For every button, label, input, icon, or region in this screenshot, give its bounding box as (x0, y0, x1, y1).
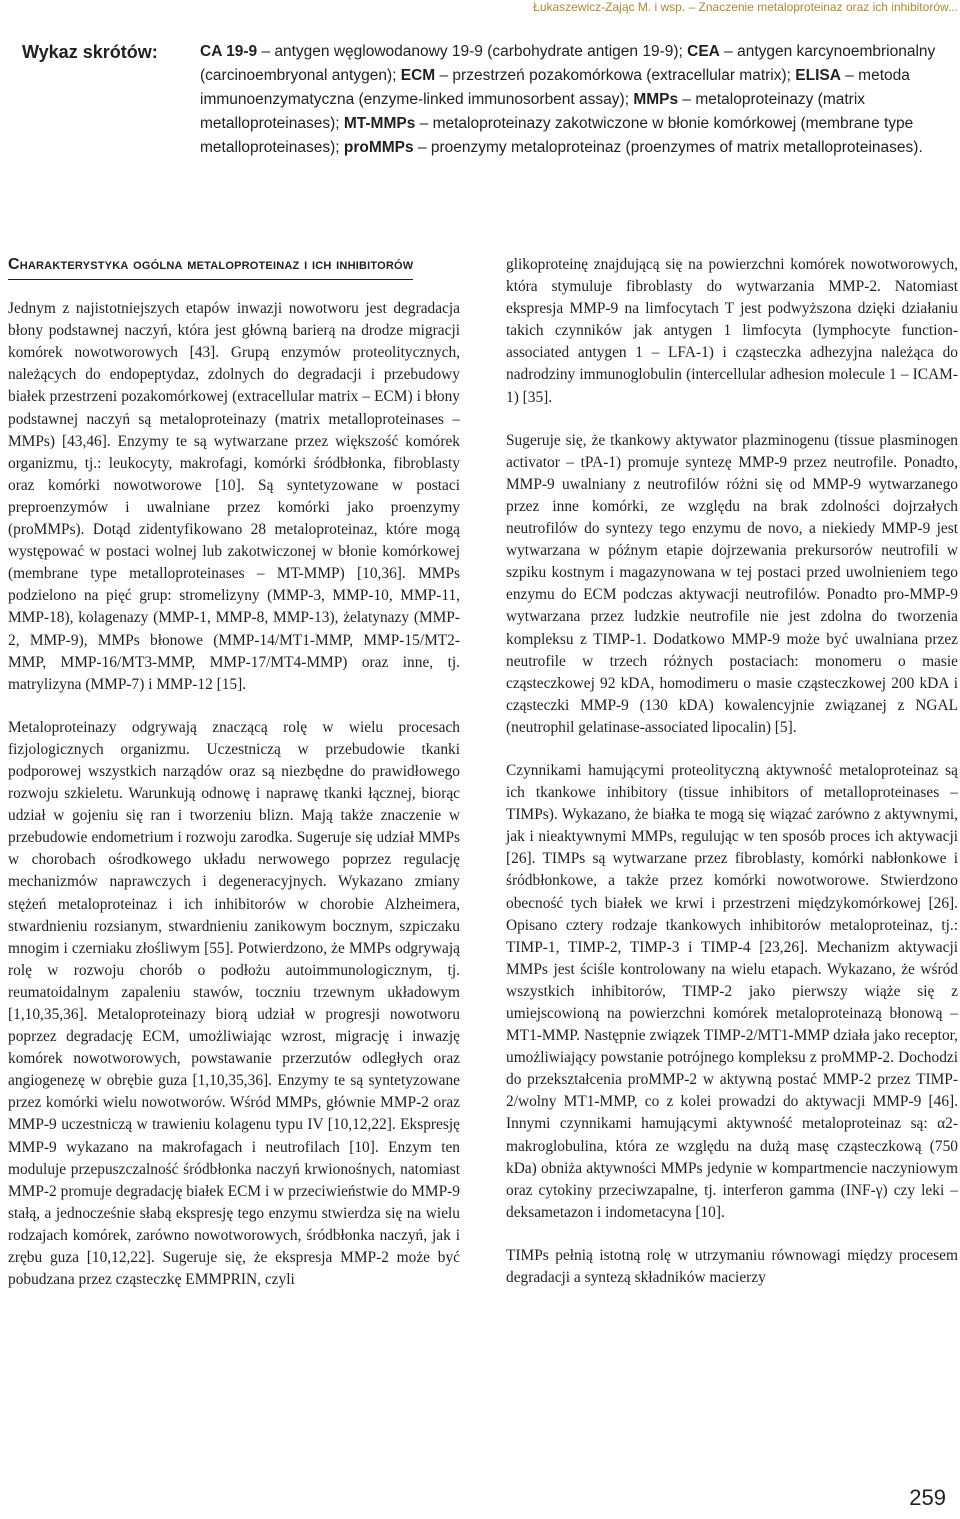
abbr-definition: – antygen karcynoembrionalny (carcinoembryonal antygen); (200, 43, 936, 84)
body-paragraph: Sugeruje się, że tkankowy aktywator plazminogenu (tissue plasminogen activator – tPA-1) promuje syntezę MMP-9 przez neutrofile. Ponadto, MMP-9 uwalniany z neutrofilów różni się od MMP-9 wytwarzanego przez inne komórki, ze względu na brak zdolności dojrzałych neutrofilów do syntezy tego enzymu de novo, a niekiedy MMP-9 jest wytwarzana w późnym etapie dojrzewania prekursorów neutrofili w szpiku kostnym i magazynowana w tej postaci przed uwolnieniem tego enzymu do ECM podczas aktywacji neutrofilów. Ponadto pro-MMP-9 wytwarzana przez ludzkie neutrofile nie jest zdolna do tworzenia kompleksu z TIMP-1. Dodatkowo MMP-9 może być uwalniana przez neutrofile w trzech różnych postaciach: monomeru o masie cząsteczkowej 92 kDA, homodimeru o masie cząsteczkowej 200 kDA i cząsteczki MMP-9 (130 kDA) kowalencyjnie związanej z NGAL (neutrophil gelatinase-associated lipocalin) [5]. (506, 431, 958, 736)
left-column (8, 254, 460, 1312)
abbr-term: CEA (687, 43, 720, 60)
abbreviations-list (200, 40, 958, 160)
abbr-term: MT-MMPs (343, 115, 416, 132)
page-number: 259 (909, 1485, 946, 1510)
body-paragraph: glikoproteinę znajdującą się na powierzchni komórek nowotworowych, która stymuluje fibroblasty do wytwarzania MMP-2. Natomiast ekspresja MMP-9 na limfocytach T jest podwyższona dzięki działaniu takich czynników jak antygen 1 limfocyta (lymphocyte function-associated antygen 1 – LFA-1) i cząsteczka adhezyjna należąca do nadrodziny immunoglobulin (intercellular adhesion molecule 1 – ICAM-1) [35]. (506, 256, 958, 406)
abbr-term: ELISA (795, 67, 841, 84)
abbr-term: CA 19-9 (200, 43, 258, 60)
abbr-definition: – metaloproteinazy zakotwiczone w błonie komórkowej (membrane type metalloproteinases); (200, 115, 914, 156)
body-paragraph: Jednym z najistotniejszych etapów inwazji nowotworu jest degradacja błony podstawnej naczyń, która jest główną barierą na drodze migracji komórek nowotworowych [43]. Grupą enzymów proteolitycznych, należących do endopeptydaz, zdolnych do degradacji i przebudowy białek przestrzeni pozakomórkowej (extracellular matrix – ECM) i błony podstawnej naczyń są metaloproteinazy (matrix metalloproteinases – MMPs) [43,46]. Enzymy te są wytwarzane przez większość komórek organizmu, tj.: leukocyty, makrofagi, komórki śródbłonka, fibroblasty oraz komórki nowotworowe [10]. Są syntetyzowane w postaci preproenzymów i uwalniane przez komórki jako proenzymy (proMMPs). Dotąd zidentyfikowano 28 metaloproteinaz, które mogą występować w postaci wolnej lub zakotwiczonej w błonie komórkowej (membrane type metalloproteinases – MT-MMP) [10,36]. MMPs podzielono na pięć grup: stromelizyny (MMP-3, MMP-10, MMP-11, MMP-18), kolagenazy (MMP-1, MMP-8, MMP-13), żelatynazy (MMP-2, MMP-9), MMPs błonowe (MMP-14/MT1-MMP, MMP-15/MT2-MMP, MMP-16/MT3-MMP, MMP-17/MT4-MMP) oraz inne, tj. matrylizyna (MMP-7) i MMP-12 [15]. (8, 300, 460, 693)
running-title: Łukaszewicz-Zając M. i wsp. – Znaczenie metaloproteinaz oraz ich inhibitorów... (533, 0, 958, 14)
abbr-definition: – metaloproteinazy (matrix metalloproteinases); (200, 91, 866, 132)
abbr-definition: – antygen węglowodanowy 19-9 (carbohydrate antigen 19-9); (257, 43, 688, 60)
right-column (506, 254, 958, 1310)
body-paragraph: TIMPs pełnią istotną rolę w utrzymaniu równowagi między procesem degradacji a syntezą składników macierzy (506, 1246, 958, 1287)
abbr-term: ECM (400, 67, 436, 84)
running-header (0, 0, 960, 14)
body-paragraph: Metaloproteinazy odgrywają znaczącą rolę w wielu procesach fizjologicznych organizmu. Uczestniczą w przebudowie tkanki podporowej wszystkich narządów oraz są niezbędne do prawidłowego rozwoju szkieletu. Warunkują odnowę i naprawę tkanki łącznej, biorąc udział w gojeniu się ran i tworzeniu blizn. Mają także znaczenie w przebudowie endometrium i rozwoju zarodka. Sugeruje się udział MMPs w chorobach ośrodkowego układu nerwowego poprzez regulację mechanizmów naprawczych i degeneracyjnych. Wykazano zmiany stężeń metaloproteinaz i ich inhibitorów w chorobie Alzheimera, stwardnieniu rozsianym, stwardnieniu zanikowym bocznym, szpiczaku mnogim i czerniaku złośliwym [55]. Potwierdzono, że MMPs odgrywają rolę w rozwoju chorób o podłożu autoimmunologicznym, tj. reumatoidalnym zapaleniu stawów, toczniu trzewnym układowym [1,10,35,36]. Metaloproteinazy biorą udział w progresji nowotworu poprzez degradację ECM, umożliwiając wzrost, migrację i inwazję komórek nowotworowych, powstawanie przerzutów odległych oraz angiogenezę w obrębie guza [1,10,35,36]. Enzymy te są syntetyzowane przez komórki wielu nowotworów. Wśród MMPs, głównie MMP-2 oraz MMP-9 uczestniczą w trawieniu kolagenu typu IV [10,12,22]. Ekspresję MMP-9 wykazano na makrofagach i neutrofilach [10]. Enzym ten moduluje przepuszczalność śródbłonka naczyń krwionośnych, natomiast MMP-2 promuje degradację białek ECM i w przeciwieństwie do MMP-9 stałą, a jednocześnie słabą ekspresję tego enzymu stwierdza się na wielu rodzajach komórek, zarówno nowotworowych, śródbłonka naczyń, jak i zrębu guza [10,12,22]. Sugeruje się, że ekspresja MMP-2 może być pobudzana przez cząsteczkę EMMPRIN, czyli (8, 718, 460, 1289)
abbreviations-label: Wykaz skrótów: (22, 42, 158, 62)
abbr-definition: – metoda immunoenzymatyczna (enzyme-linked immunosorbent assay); (200, 67, 910, 108)
section-heading: Charakterystyka ogólna metaloproteinaz i ich inhibitorów (8, 254, 413, 280)
body-paragraph: Czynnikami hamującymi proteolityczną aktywność metaloproteinaz są ich tkankowe inhibitory (tissue inhibitors of metalloproteinases – TIMPs). Wykazano, że białka te mogą się wiązać zarówno z aktywnymi, jak i nieaktywnymi MMPs, regulując w ten sposób proces ich aktywacji [26]. TIMPs są wytwarzane przez fibroblasty, komórki nabłonkowe i śródbłonkowe, a także przez komórki nowotworowe. Stwierdzono obecność tych białek we krwi i przestrzeni międzykomórkowej [26]. Opisano cztery rodzaje tkankowych inhibitorów metaloproteinaz, tj.: TIMP-1, TIMP-2, TIMP-3 i TIMP-4 [23,26]. Mechanizm aktywacji MMPs jest ściśle kontrolowany na wielu etapach. Wykazano, że wśród wszystkich inhibitorów, TIMP-2 jako pierwszy wiąże się z umiejscowioną na powierzchni komórek metaloproteinazą błonową – MT1-MMP. Następnie związek TIMP-2/MT1-MMP działa jako receptor, umożliwiający powstanie potrójnego kompleksu z proMMP-2. Dochodzi do przekształcenia proMMP-2 w aktywną postać MMP-2 przez TIMP-2/wolny MT1-MMP, co z kolei prowadzi do aktywacji MMP-9 [46]. Innymi czynnikami hamującymi aktywność metaloproteinaz są: α2-makroglobulina, która ze względu na dużą masę cząsteczkową (750 kDa) obniża aktywności MMPs jedynie w kompartmencie naczyniowym oraz cytokiny przeciwzapalne, tj. interferon gamma (INF-γ) czy leki – deksametazon i indometacyna [10]. (506, 761, 958, 1221)
abbr-term: MMPs (633, 91, 679, 108)
abbr-definition: – proenzymy metaloproteinaz (proenzymes of matrix metalloproteinases). (413, 139, 923, 156)
abbr-term: proMMPs (343, 139, 414, 156)
abbr-definition: – przestrzeń pozakomórkowa (extracellular matrix); (435, 67, 796, 84)
